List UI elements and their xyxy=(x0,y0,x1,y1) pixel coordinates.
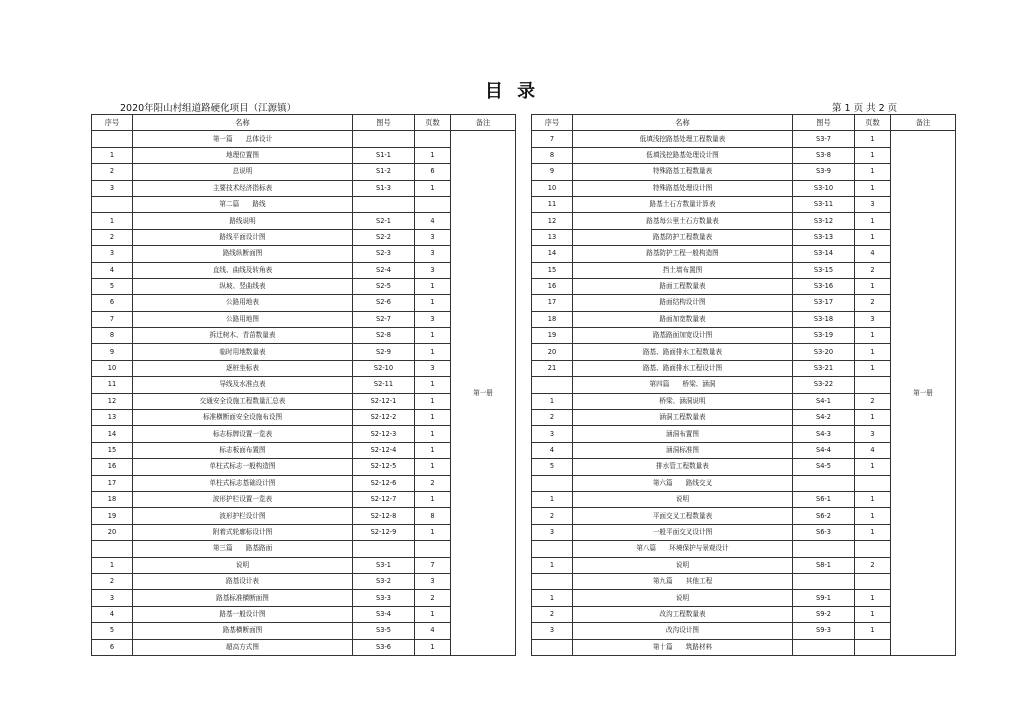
row-pages: 3 xyxy=(855,311,891,327)
row-name: 路基每公里土石方数量表 xyxy=(573,213,793,229)
row-number: 2 xyxy=(92,573,133,589)
row-number: 18 xyxy=(92,491,133,507)
row-number: 1 xyxy=(532,590,573,606)
row-drawing-no: S2-10 xyxy=(353,360,415,376)
row-name: 波形护栏设计图 xyxy=(133,508,353,524)
row-name: 拆迁树木、青苗数量表 xyxy=(133,328,353,344)
row-name: 路基标准横断面图 xyxy=(133,590,353,606)
row-name: 单柱式标志基础设计图 xyxy=(133,475,353,491)
row-pages: 1 xyxy=(855,328,891,344)
row-drawing-no xyxy=(353,196,415,212)
row-name: 公路用地表 xyxy=(133,295,353,311)
row-number: 3 xyxy=(92,590,133,606)
row-drawing-no: S4-5 xyxy=(793,459,855,475)
row-drawing-no: S2-4 xyxy=(353,262,415,278)
row-drawing-no: S2-12-1 xyxy=(353,393,415,409)
row-number: 5 xyxy=(92,278,133,294)
row-pages: 1 xyxy=(855,131,891,147)
row-drawing-no: S2-5 xyxy=(353,278,415,294)
section-title: 第八篇 环境保护与景观设计 xyxy=(573,541,793,557)
row-name: 路基、路面排水工程设计图 xyxy=(573,360,793,376)
row-name: 逐桩坐标表 xyxy=(133,360,353,376)
row-number: 2 xyxy=(532,410,573,426)
row-number: 1 xyxy=(92,557,133,573)
row-drawing-no: S2-12-9 xyxy=(353,524,415,540)
section-title: 第六篇 路线交叉 xyxy=(573,475,793,491)
section-row xyxy=(92,131,516,147)
row-name: 路基设计表 xyxy=(133,573,353,589)
row-name: 附着式轮廓标设计图 xyxy=(133,524,353,540)
row-name: 涵洞工程数量表 xyxy=(573,410,793,426)
row-pages: 4 xyxy=(415,623,451,639)
row-number xyxy=(92,196,133,212)
row-name: 涵洞标准图 xyxy=(573,442,793,458)
row-pages xyxy=(855,541,891,557)
row-number xyxy=(532,377,573,393)
row-number: 5 xyxy=(532,459,573,475)
row-number: 3 xyxy=(92,246,133,262)
row-number: 3 xyxy=(532,426,573,442)
row-name: 主要技术经济指标表 xyxy=(133,180,353,196)
row-number: 14 xyxy=(92,426,133,442)
row-name: 路线说明 xyxy=(133,213,353,229)
row-number: 8 xyxy=(92,328,133,344)
row-drawing-no: S3-3 xyxy=(353,590,415,606)
row-pages: 1 xyxy=(855,606,891,622)
row-drawing-no: S9-1 xyxy=(793,590,855,606)
row-number: 13 xyxy=(92,410,133,426)
row-drawing-no: S3-14 xyxy=(793,246,855,262)
row-name: 标志标牌设置一览表 xyxy=(133,426,353,442)
row-number: 17 xyxy=(532,295,573,311)
row-name: 低填浅挖路基处理设计图 xyxy=(573,147,793,163)
row-drawing-no: S2-12-3 xyxy=(353,426,415,442)
row-pages: 1 xyxy=(415,606,451,622)
row-drawing-no: S8-1 xyxy=(793,557,855,573)
section-title: 第四篇 桥梁、涵洞 xyxy=(573,377,793,393)
row-drawing-no: S3-17 xyxy=(793,295,855,311)
row-pages: 7 xyxy=(415,557,451,573)
row-pages: 1 xyxy=(415,639,451,655)
row-name: 低填浅挖路基处理工程数量表 xyxy=(573,131,793,147)
header-remark: 备注 xyxy=(891,115,956,131)
row-drawing-no: S3-18 xyxy=(793,311,855,327)
row-name: 特殊路基工程数量表 xyxy=(573,164,793,180)
row-pages: 1 xyxy=(415,410,451,426)
row-pages: 1 xyxy=(855,229,891,245)
row-drawing-no xyxy=(353,541,415,557)
row-drawing-no xyxy=(793,541,855,557)
row-name: 说明 xyxy=(573,590,793,606)
row-number: 1 xyxy=(532,491,573,507)
row-pages: 1 xyxy=(855,147,891,163)
row-number: 16 xyxy=(532,278,573,294)
row-number: 9 xyxy=(532,164,573,180)
section-title: 第二篇 路线 xyxy=(133,196,353,212)
row-name: 说明 xyxy=(133,557,353,573)
row-number: 14 xyxy=(532,246,573,262)
row-name: 导线及水准点表 xyxy=(133,377,353,393)
row-name: 标志板面布置图 xyxy=(133,442,353,458)
row-pages: 2 xyxy=(855,262,891,278)
row-pages: 3 xyxy=(415,246,451,262)
row-number: 16 xyxy=(92,459,133,475)
row-pages: 3 xyxy=(415,262,451,278)
row-pages: 1 xyxy=(855,410,891,426)
row-number: 15 xyxy=(92,442,133,458)
row-number: 21 xyxy=(532,360,573,376)
table-row xyxy=(532,131,956,147)
row-pages: 1 xyxy=(855,524,891,540)
row-drawing-no: S2-12-8 xyxy=(353,508,415,524)
row-pages: 1 xyxy=(415,459,451,475)
row-number: 15 xyxy=(532,262,573,278)
row-number: 12 xyxy=(532,213,573,229)
row-number: 8 xyxy=(532,147,573,163)
section-title: 第一篇 总体设计 xyxy=(133,131,353,147)
row-drawing-no: S2-12-7 xyxy=(353,491,415,507)
header-pages: 页数 xyxy=(855,115,891,131)
row-drawing-no: S3-19 xyxy=(793,328,855,344)
row-drawing-no: S2-12-6 xyxy=(353,475,415,491)
row-pages: 1 xyxy=(415,442,451,458)
row-drawing-no: S4-2 xyxy=(793,410,855,426)
remark-cell: 第一册 xyxy=(891,131,956,656)
row-pages: 1 xyxy=(415,278,451,294)
row-drawing-no: S9-3 xyxy=(793,623,855,639)
row-name: 波形护栏设置一览表 xyxy=(133,491,353,507)
row-pages: 4 xyxy=(855,442,891,458)
header-remark: 备注 xyxy=(451,115,516,131)
row-pages: 1 xyxy=(855,590,891,606)
row-drawing-no xyxy=(793,573,855,589)
row-pages: 1 xyxy=(415,426,451,442)
row-pages: 1 xyxy=(855,278,891,294)
row-pages xyxy=(855,639,891,655)
row-pages: 4 xyxy=(415,213,451,229)
row-drawing-no: S3-16 xyxy=(793,278,855,294)
row-name: 总说明 xyxy=(133,164,353,180)
row-name: 公路用地图 xyxy=(133,311,353,327)
header-drawing: 图号 xyxy=(793,115,855,131)
page-title: 目 录 xyxy=(484,81,540,102)
row-pages: 1 xyxy=(415,147,451,163)
row-drawing-no: S1-1 xyxy=(353,147,415,163)
row-pages: 3 xyxy=(415,311,451,327)
header-no: 序号 xyxy=(92,115,133,131)
row-pages: 1 xyxy=(415,377,451,393)
row-name: 路基横断面图 xyxy=(133,623,353,639)
row-number: 13 xyxy=(532,229,573,245)
section-title: 第十篇 筑路材料 xyxy=(573,639,793,655)
row-drawing-no: S2-12-2 xyxy=(353,410,415,426)
row-pages: 4 xyxy=(855,246,891,262)
row-name: 平面交叉工程数量表 xyxy=(573,508,793,524)
row-number: 10 xyxy=(532,180,573,196)
section-title: 第九篇 其他工程 xyxy=(573,573,793,589)
row-drawing-no: S3-6 xyxy=(353,639,415,655)
row-name: 桥梁、涵洞说明 xyxy=(573,393,793,409)
row-number: 6 xyxy=(92,639,133,655)
row-name: 直线、曲线及转角表 xyxy=(133,262,353,278)
row-drawing-no: S3-7 xyxy=(793,131,855,147)
row-name: 单柱式标志一般构造图 xyxy=(133,459,353,475)
row-name: 路基防护工程一般构造图 xyxy=(573,246,793,262)
row-name: 地理位置图 xyxy=(133,147,353,163)
row-drawing-no xyxy=(353,131,415,147)
row-drawing-no: S3-15 xyxy=(793,262,855,278)
row-drawing-no: S1-3 xyxy=(353,180,415,196)
directory-table-right xyxy=(531,114,956,656)
row-number: 4 xyxy=(92,606,133,622)
row-number: 3 xyxy=(532,623,573,639)
row-pages: 2 xyxy=(855,557,891,573)
row-pages: 2 xyxy=(415,475,451,491)
row-number: 1 xyxy=(92,213,133,229)
row-pages: 1 xyxy=(855,459,891,475)
row-pages: 1 xyxy=(415,524,451,540)
row-name: 路基路面加宽设计图 xyxy=(573,328,793,344)
row-pages: 3 xyxy=(855,196,891,212)
row-pages xyxy=(855,573,891,589)
row-number: 19 xyxy=(92,508,133,524)
row-drawing-no: S2-3 xyxy=(353,246,415,262)
row-name: 改沟工程数量表 xyxy=(573,606,793,622)
row-number: 3 xyxy=(532,524,573,540)
row-drawing-no: S3-12 xyxy=(793,213,855,229)
row-name: 路面加宽数量表 xyxy=(573,311,793,327)
row-drawing-no: S3-13 xyxy=(793,229,855,245)
row-name: 改沟设计图 xyxy=(573,623,793,639)
row-number: 4 xyxy=(532,442,573,458)
row-number: 7 xyxy=(532,131,573,147)
row-number: 10 xyxy=(92,360,133,376)
row-pages: 6 xyxy=(415,164,451,180)
row-drawing-no: S2-7 xyxy=(353,311,415,327)
header-no: 序号 xyxy=(532,115,573,131)
row-name: 一般平面交叉设计图 xyxy=(573,524,793,540)
row-pages: 1 xyxy=(415,491,451,507)
row-pages: 1 xyxy=(855,360,891,376)
row-drawing-no: S3-11 xyxy=(793,196,855,212)
row-pages xyxy=(855,377,891,393)
row-number: 3 xyxy=(92,180,133,196)
row-name: 路面工程数量表 xyxy=(573,278,793,294)
row-name: 说明 xyxy=(573,557,793,573)
row-number: 5 xyxy=(92,623,133,639)
row-pages: 3 xyxy=(415,360,451,376)
row-name: 临时用地数量表 xyxy=(133,344,353,360)
row-drawing-no: S4-3 xyxy=(793,426,855,442)
row-drawing-no: S9-2 xyxy=(793,606,855,622)
row-drawing-no: S3-8 xyxy=(793,147,855,163)
row-drawing-no: S4-1 xyxy=(793,393,855,409)
row-pages: 8 xyxy=(415,508,451,524)
row-number xyxy=(532,639,573,655)
row-name: 路面结构设计图 xyxy=(573,295,793,311)
header-row xyxy=(532,115,956,131)
row-drawing-no: S3-5 xyxy=(353,623,415,639)
row-pages: 3 xyxy=(415,229,451,245)
header-row xyxy=(92,115,516,131)
row-number: 6 xyxy=(92,295,133,311)
row-drawing-no: S3-4 xyxy=(353,606,415,622)
row-number: 9 xyxy=(92,344,133,360)
remark-cell: 第一册 xyxy=(451,131,516,656)
row-pages: 1 xyxy=(415,328,451,344)
row-drawing-no: S2-12-4 xyxy=(353,442,415,458)
row-pages xyxy=(855,475,891,491)
row-drawing-no: S6-1 xyxy=(793,491,855,507)
row-number: 17 xyxy=(92,475,133,491)
row-name: 路基一般设计图 xyxy=(133,606,353,622)
row-pages: 1 xyxy=(855,491,891,507)
row-pages: 1 xyxy=(415,393,451,409)
row-drawing-no: S4-4 xyxy=(793,442,855,458)
row-pages xyxy=(415,196,451,212)
row-pages: 3 xyxy=(415,573,451,589)
header-pages: 页数 xyxy=(415,115,451,131)
project-name: 2020年阳山村组道路硬化项目（江源镇） xyxy=(120,103,297,114)
row-drawing-no: S2-12-5 xyxy=(353,459,415,475)
row-drawing-no: S3-20 xyxy=(793,344,855,360)
row-number: 12 xyxy=(92,393,133,409)
row-drawing-no: S3-9 xyxy=(793,164,855,180)
row-pages: 2 xyxy=(855,393,891,409)
row-name: 标准横断面安全设施布设图 xyxy=(133,410,353,426)
header-name: 名称 xyxy=(573,115,793,131)
row-number: 1 xyxy=(532,393,573,409)
row-name: 特殊路基处理设计图 xyxy=(573,180,793,196)
row-drawing-no: S1-2 xyxy=(353,164,415,180)
row-number: 1 xyxy=(532,557,573,573)
row-drawing-no: S3-22 xyxy=(793,377,855,393)
row-name: 路线平面设计图 xyxy=(133,229,353,245)
row-drawing-no: S2-11 xyxy=(353,377,415,393)
row-name: 挡土墙布置图 xyxy=(573,262,793,278)
row-drawing-no: S2-8 xyxy=(353,328,415,344)
row-number xyxy=(532,475,573,491)
row-drawing-no: S6-2 xyxy=(793,508,855,524)
row-number: 2 xyxy=(532,508,573,524)
row-pages: 1 xyxy=(855,164,891,180)
row-pages xyxy=(415,131,451,147)
row-number xyxy=(532,541,573,557)
row-number: 4 xyxy=(92,262,133,278)
header-drawing: 图号 xyxy=(353,115,415,131)
page-info: 第 1 页 共 2 页 xyxy=(832,103,898,114)
row-drawing-no: S2-2 xyxy=(353,229,415,245)
row-number: 1 xyxy=(92,147,133,163)
row-name: 超高方式图 xyxy=(133,639,353,655)
row-pages: 3 xyxy=(855,426,891,442)
row-number: 19 xyxy=(532,328,573,344)
row-pages: 2 xyxy=(855,295,891,311)
row-name: 路线纵断面图 xyxy=(133,246,353,262)
row-drawing-no: S6-3 xyxy=(793,524,855,540)
row-drawing-no: S3-1 xyxy=(353,557,415,573)
row-number: 11 xyxy=(532,196,573,212)
row-name: 涵洞布置图 xyxy=(573,426,793,442)
row-drawing-no: S3-21 xyxy=(793,360,855,376)
row-pages: 1 xyxy=(855,508,891,524)
row-number xyxy=(532,573,573,589)
row-pages: 1 xyxy=(855,623,891,639)
row-pages: 1 xyxy=(415,344,451,360)
directory-table-left xyxy=(91,114,516,656)
row-pages xyxy=(415,541,451,557)
row-name: 说明 xyxy=(573,491,793,507)
row-number: 20 xyxy=(532,344,573,360)
row-name: 路基防护工程数量表 xyxy=(573,229,793,245)
row-drawing-no: S3-2 xyxy=(353,573,415,589)
row-number: 18 xyxy=(532,311,573,327)
row-drawing-no xyxy=(793,639,855,655)
row-pages: 1 xyxy=(855,344,891,360)
row-pages: 1 xyxy=(415,180,451,196)
row-number xyxy=(92,541,133,557)
row-name: 交通安全设施工程数量汇总表 xyxy=(133,393,353,409)
row-number: 2 xyxy=(92,229,133,245)
section-title: 第三篇 路基路面 xyxy=(133,541,353,557)
row-number: 7 xyxy=(92,311,133,327)
row-name: 排水管工程数量表 xyxy=(573,459,793,475)
row-pages: 1 xyxy=(855,180,891,196)
row-number xyxy=(92,131,133,147)
row-pages: 1 xyxy=(855,213,891,229)
row-name: 路基土石方数量计算表 xyxy=(573,196,793,212)
row-drawing-no: S2-6 xyxy=(353,295,415,311)
row-drawing-no: S3-10 xyxy=(793,180,855,196)
row-number: 20 xyxy=(92,524,133,540)
row-drawing-no xyxy=(793,475,855,491)
row-pages: 2 xyxy=(415,590,451,606)
row-name: 纵坡、竖曲线表 xyxy=(133,278,353,294)
row-pages: 1 xyxy=(415,295,451,311)
row-drawing-no: S2-9 xyxy=(353,344,415,360)
row-number: 2 xyxy=(532,606,573,622)
row-number: 11 xyxy=(92,377,133,393)
row-drawing-no: S2-1 xyxy=(353,213,415,229)
row-number: 2 xyxy=(92,164,133,180)
row-name: 路基、路面排水工程数量表 xyxy=(573,344,793,360)
header-name: 名称 xyxy=(133,115,353,131)
